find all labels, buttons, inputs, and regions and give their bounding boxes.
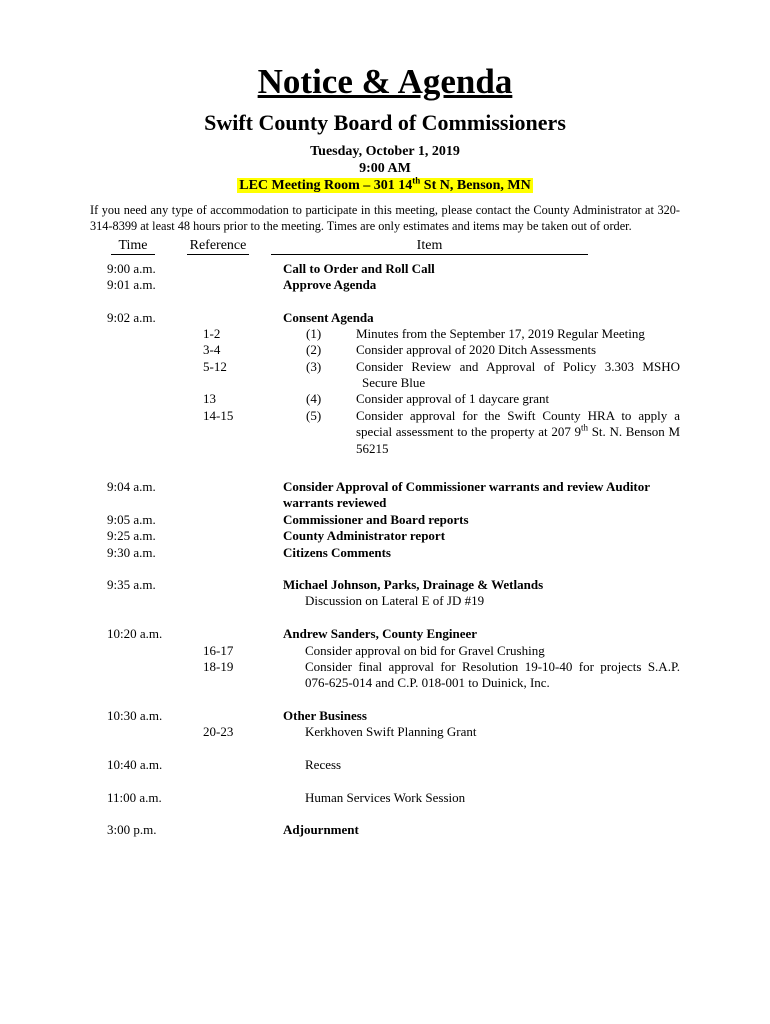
item-consent-agenda: Consent Agenda (283, 310, 374, 325)
item-adjournment: Adjournment (283, 822, 359, 837)
consent-text-3-cont: Secure Blue (362, 375, 426, 390)
column-header-reference: Reference (187, 238, 249, 255)
consent-text-5 (356, 408, 680, 457)
meeting-location (0, 175, 770, 194)
time-other-business: 10:30 a.m. (107, 708, 163, 723)
time-call-to-order: 9:00 a.m. (107, 261, 156, 276)
time-warrants: 9:04 a.m. (107, 479, 156, 494)
consent-num-5: (5) (306, 408, 322, 423)
engineer-ref-2: 18-19 (203, 659, 234, 674)
consent-text-5a: Consider approval for the Swift County HRA to apply a special assessment to the property at 207 9 (356, 408, 680, 440)
consent-text-5-sup: th (581, 422, 589, 433)
consent-ref-3: 5-12 (203, 359, 227, 374)
time-admin-report: 9:25 a.m. (107, 528, 156, 543)
time-human-services: 11:00 a.m. (107, 790, 162, 805)
time-recess: 10:40 a.m. (107, 757, 163, 772)
time-approve-agenda: 9:01 a.m. (107, 277, 156, 292)
item-call-to-order: Call to Order and Roll Call (283, 261, 435, 276)
item-approve-agenda: Approve Agenda (283, 277, 377, 292)
time-adjournment: 3:00 p.m. (107, 822, 157, 837)
consent-num-3: (3) (306, 359, 322, 374)
meeting-date: Tuesday, October 1, 2019 (310, 144, 460, 159)
engineer-text-1: Consider approval on bid for Gravel Crushing (305, 643, 545, 658)
page-title: Notice & Agenda (257, 62, 513, 101)
consent-num-4: (4) (306, 391, 322, 406)
time-consent-agenda: 9:02 a.m. (107, 310, 156, 325)
column-header-time: Time (111, 238, 155, 255)
item-recess: Recess (305, 757, 342, 772)
item-engineer: Andrew Sanders, County Engineer (283, 626, 478, 641)
board-name: Swift County Board of Commissioners (204, 110, 566, 135)
item-citizens: Citizens Comments (283, 545, 391, 560)
consent-ref-2: 3-4 (203, 342, 221, 357)
consent-num-2: (2) (306, 342, 322, 357)
time-parks: 9:35 a.m. (107, 577, 156, 592)
time-board-reports: 9:05 a.m. (107, 512, 156, 527)
location-sup: th (412, 175, 421, 186)
item-other-business: Other Business (283, 708, 367, 723)
other-business-ref: 20-23 (203, 724, 234, 739)
consent-text-4: Consider approval of 1 daycare grant (356, 391, 550, 406)
consent-ref-1: 1-2 (203, 326, 221, 341)
engineer-text-2: Consider final approval for Resolution 19-10-40 for projects S.A.P. 076-625-014 and C.P. 018-001 to Duinick, Inc. (305, 659, 680, 691)
detail-other-business: Kerkhoven Swift Planning Grant (305, 724, 477, 739)
time-citizens: 9:30 a.m. (107, 545, 156, 560)
time-engineer: 10:20 a.m. (107, 626, 163, 641)
consent-text-5b: St. N. Benson M 56215 (356, 424, 680, 456)
location-suffix: St N, Benson, MN (420, 178, 531, 193)
column-header-item: Item (271, 238, 588, 255)
consent-text-2: Consider approval of 2020 Ditch Assessments (356, 342, 597, 357)
item-warrants: Consider Approval of Commissioner warrants and review Auditor warrants reviewed (283, 479, 650, 511)
item-human-services: Human Services Work Session (305, 790, 466, 805)
item-admin-report: County Administrator report (283, 528, 446, 543)
location-prefix: LEC Meeting Room – 301 14 (239, 178, 413, 193)
consent-num-1: (1) (306, 326, 322, 341)
consent-ref-5: 14-15 (203, 408, 234, 423)
consent-text-3: Consider Review and Approval of Policy 3.303 MSHO (356, 359, 680, 374)
accommodation-notice: If you need any type of accommodation to participate in this meeting, please contact the County Administrator at 320-314-8399 at least 48 hours prior to the meeting. Times are only estimates and items may be taken out of order. (90, 203, 680, 233)
item-board-reports: Commissioner and Board reports (283, 512, 469, 527)
consent-ref-4: 13 (203, 391, 216, 406)
detail-parks: Discussion on Lateral E of JD #19 (305, 593, 485, 608)
engineer-ref-1: 16-17 (203, 643, 234, 658)
consent-text-1: Minutes from the September 17, 2019 Regular Meeting (356, 326, 645, 341)
meeting-time: 9:00 AM (359, 161, 411, 176)
item-parks: Michael Johnson, Parks, Drainage & Wetlands (283, 577, 544, 592)
